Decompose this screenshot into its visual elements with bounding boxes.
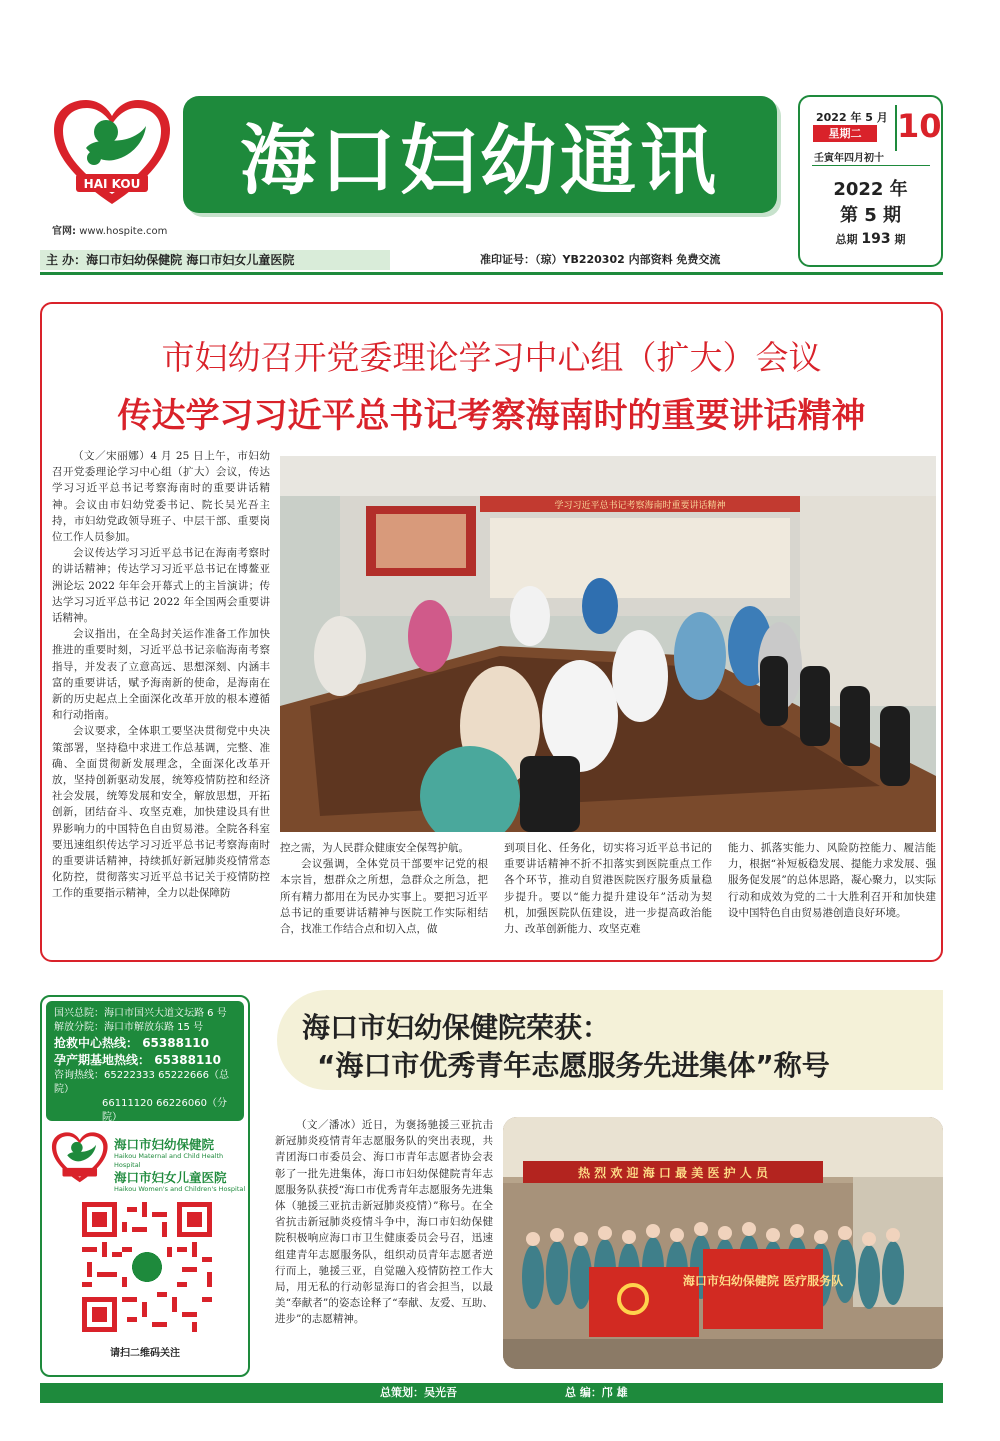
hosts: 主 办：海口市妇幼保健院 海口市妇女儿童医院 — [40, 250, 390, 270]
contact-info — [46, 1001, 244, 1121]
contact-box — [40, 995, 250, 1377]
issue-number: 第 5 期 — [839, 205, 902, 226]
lead-column-3 — [504, 840, 712, 955]
maternity-hotline-number: 65388110 — [154, 1053, 221, 1067]
qr-label: 请扫二维码关注 — [110, 1348, 180, 1359]
volunteer-team-photo — [503, 1117, 943, 1369]
website — [52, 222, 167, 237]
day-number: 10 — [895, 105, 935, 151]
rescue-hotline-number: 65388110 — [142, 1036, 209, 1050]
website-url[interactable]: www.hospite.com — [79, 226, 168, 237]
hospital-names — [114, 1137, 246, 1194]
lead-bottom-columns — [280, 840, 936, 955]
hospital-logo — [50, 96, 175, 211]
photo-banner-text: 学习习近平总书记考察海南时重要讲话精神 — [554, 501, 726, 511]
total-issues — [800, 231, 941, 247]
lead-article — [40, 302, 943, 962]
total-number: 193 — [861, 231, 891, 247]
rescue-hotline — [54, 1035, 236, 1052]
lead-column-4 — [728, 840, 936, 955]
paragraph: 会议指出，在全岛封关运作准备工作加快推进的重要时刻，习近平总书记亲临海南考察指导，并发表了立意高远、思想深刻、内涵丰富的重要讲话，赋予海南新的使命，是海南在新的历史起点上全面深化改革开放的根本遵循和行动指南。 — [52, 628, 270, 722]
second-article-headline — [277, 990, 943, 1090]
license: 准印证号：（琼）YB220302 内部资料 免费交流 — [480, 253, 721, 266]
logo-text: HAI KOU — [83, 177, 141, 191]
address-branch: 解放分院：海口市解放东路 15 号 — [54, 1022, 204, 1033]
maternity-hotline-label: 孕产期基地热线： — [54, 1053, 151, 1067]
chief-editor: 总 编：邝 雄 — [565, 1386, 628, 1399]
consult-line-2: 66111120 66226060（分院） — [102, 1098, 227, 1123]
small-logo-icon — [50, 1129, 110, 1187]
chief-planner: 总策划：吴光吾 — [380, 1386, 457, 1399]
second-headline-2: “海口市优秀青年志愿服务先进集体”称号 — [317, 1049, 830, 1082]
paragraph: 能力、抓落实能力、风险防控能力、履洁能力，根据“补短板稳发展、提能力求发展、强服务促发展”的总体思路，凝心聚力，以实际行动和成效为党的二十大胜利召开和加快建设中国特色自由贸易港创造良好环境。 — [728, 842, 936, 919]
second-article-body — [275, 1117, 493, 1372]
paragraph: 会议要求，全体职工要坚决贯彻党中央决策部署，坚持稳中求进工作总基调，完整、准确、全面贯彻新发展理念，全面深化改革开放，坚持创新驱动发展，统筹疫情防控和经济社会发展，统筹发展和安全，解放思想，开拓创新，团结奋斗、攻坚克难，加快建设具有世界影响力的中国特色自由贸易港。全院各科室要迅速组织传达学习习近平总书记考察海南时的重要讲话精神，持续抓好新冠肺炎疫情常态化防控，贯彻落实习近平总书记关于疫情防控工作的重要指示精神，全力以赴保障防 — [52, 725, 270, 900]
date-divider — [812, 165, 930, 166]
hospital-name-cn-2: 海口市妇女儿童医院 — [114, 1170, 227, 1185]
meeting-photo — [280, 456, 936, 832]
hospital-name-cn-1: 海口市妇幼保健院 — [114, 1137, 215, 1152]
website-label: 官网: — [52, 226, 76, 237]
hospital-name-en-1: Haikou Maternal and Child Health Hospital — [114, 1152, 224, 1169]
hospital-name-en-2: Haikou Women's and Children's Hospital — [114, 1185, 246, 1193]
lead-subheadline: 传达学习习近平总书记考察海南时的重要讲话精神 — [117, 396, 866, 436]
total-suffix: 期 — [894, 233, 906, 246]
paragraph: 控之需，为人民群众健康安全保驾护航。 — [280, 842, 469, 854]
year-month: 2022 年 5 月 — [816, 111, 888, 124]
header-rule — [40, 272, 943, 275]
masthead — [183, 96, 777, 213]
issue-date-box — [798, 95, 943, 267]
weekday-badge: 星期二 — [813, 125, 877, 142]
paragraph: 会议传达学习习近平总书记在海南考察时的讲话精神；传达学习习近平总书记在博鳌亚洲论坛 2022 年年会开幕式上的主旨演讲；传达学习习近平总书记 2022 年全国两会重要讲话精神。 — [52, 547, 270, 625]
consult-line-1: 咨询热线：65222333 65222666（总院） — [54, 1070, 229, 1095]
issue-year: 2022 年 — [833, 179, 908, 200]
lead-column-1 — [52, 448, 270, 948]
footer-bar — [40, 1383, 943, 1403]
photo-welcome-banner: 热 烈 欢 迎 海 口 最 美 医 护 人 员 — [578, 1166, 768, 1180]
address-main: 国兴总院：海口市国兴大道文坛路 6 号 — [54, 1008, 227, 1019]
lead-headline: 市妇幼召开党委理论学习中心组（扩大）会议 — [161, 338, 822, 377]
rescue-hotline-label: 抢救中心热线： — [54, 1036, 139, 1050]
paragraph: （文／宋丽娜）4 月 25 日上午，市妇幼召开党委理论学习中心组（扩大）会议，传达学习习近平总书记考察海南时的重要讲话精神。会议由市妇幼党委书记、院长吴光吾主持，市妇幼党政领导班子、中层干部、重要岗位工作人员参加。 — [52, 450, 270, 544]
maternity-hotline — [54, 1052, 236, 1069]
paragraph: 会议强调，全体党员干部要牢记党的根本宗旨，想群众之所想，急群众之所急，把所有精力都用在为民办实事上。要把习近平总书记的重要讲话精神与医院工作实际相结合，找准工作结合点和切入点，做 — [280, 858, 488, 936]
qr-code[interactable] — [82, 1202, 212, 1332]
photo-flag-text: 海口市妇幼保健院 医疗服务队 — [682, 1274, 844, 1288]
lunar-date: 壬寅年四月初十 — [814, 153, 884, 164]
hospital-brand — [50, 1129, 246, 1193]
newspaper-title: 海口妇幼通讯 — [240, 116, 720, 205]
total-prefix: 总期 — [835, 233, 858, 246]
lead-column-2 — [280, 840, 488, 955]
second-headline-1: 海口市妇幼保健院荣获： — [302, 1011, 611, 1044]
paragraph: 到项目化、任务化，切实将习近平总书记的重要讲话精神不折不扣落实到医院重点工作各个环节，推动自贸港医院医疗服务质量稳步提升。要以“能力提升建设年”活动为契机，加强医院队伍建设，进一步提高政治能力、改革创新能力、攻坚克难 — [504, 842, 712, 936]
host-bar — [40, 250, 800, 270]
paragraph: （文／潘冰）近日，为褒扬驰援三亚抗击新冠肺炎疫情青年志愿服务队的突出表现，共青团海口市委员会、海口市青年志愿者协会表彰了一批先进集体，海口市妇幼保健院青年志愿服务队获授“海口市优秀青年志愿服务先进集体（驰援三亚抗击新冠肺炎疫情）”称号。在全省抗击新冠肺炎疫情斗争中，海口市妇幼保健院积极响应海口市卫生健康委员会号召，迅速组建青年志愿服务队，组织动员青年志愿者逆行而上，驰援三亚，自觉融入疫情防控工作大局，用无私的行动彰显海口的省会担当，以最美“奉献者”的姿态诠释了“奉献、友爱、互助、进步”的志愿精神。 — [275, 1119, 493, 1326]
